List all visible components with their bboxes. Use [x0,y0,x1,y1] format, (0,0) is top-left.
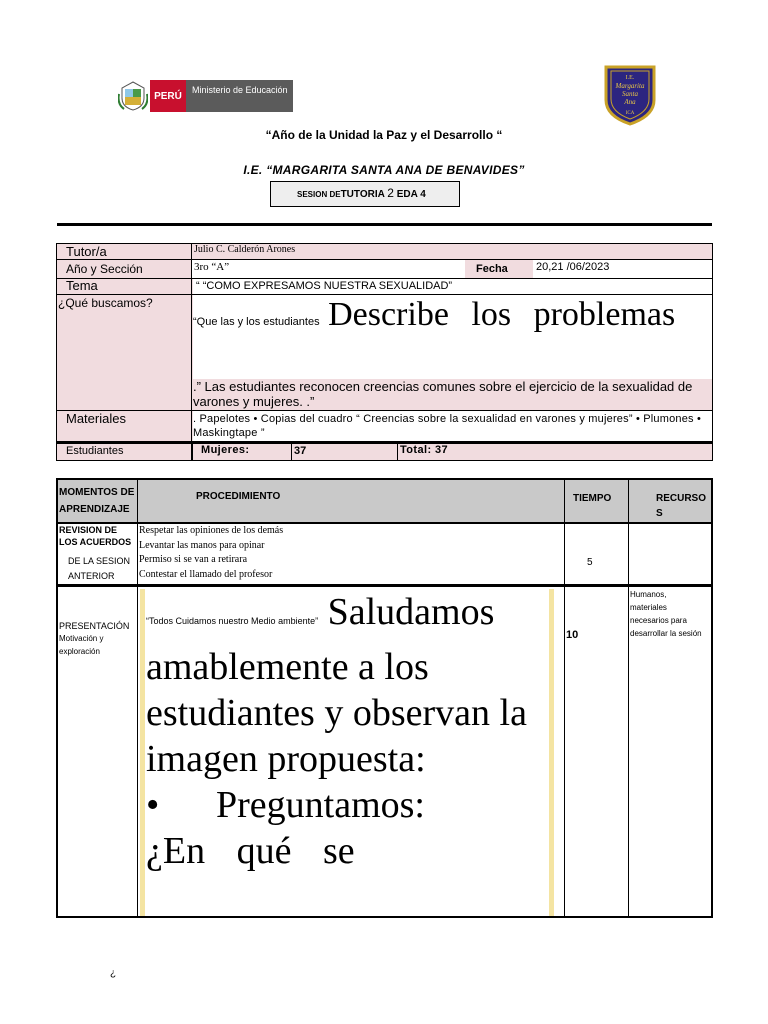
row2-bullet-line [146,782,550,828]
row1-time: 5 [587,557,593,568]
session-title-box [270,181,460,207]
grade-value-bg [192,260,465,278]
col-divider [397,443,398,460]
goal-rest: .” Las estudiantes reconocen creencias comunes sobre el ejercicio de la sexualidad de varones y mujeres. .” [193,379,693,409]
col-divider [192,443,193,460]
tutor-value: Julio C. Calderón Arones [194,244,296,255]
col-moments: MOMENTOS DE APRENDIZAJE [59,487,135,515]
col-divider [564,480,565,916]
col-divider [291,443,292,460]
session-label: TUTORIA [340,189,385,200]
row-divider [58,584,711,587]
date-value: 20,21 /06/2023 [536,261,610,273]
row2-moment-title: PRESENTACIÓN [59,621,130,631]
col-divider [137,480,138,916]
peru-coat-of-arms-icon [118,80,148,112]
school-name: I.E. “MARGARITA SANTA ANA DE BENAVIDES” [243,163,525,177]
row1-items [139,524,559,582]
svg-text:Santa: Santa [622,90,638,98]
row2-time: 10 [566,629,579,641]
women-value: 37 [294,445,307,457]
svg-text:I.E.: I.E. [625,75,635,81]
list-item: Permiso si se van a retirara [139,554,248,565]
total-value: Total: 37 [400,444,449,456]
footer-mark: ¿ [110,968,117,979]
row2-resources: Humanos, materiales necesarios para desarrollar la sesión [630,590,702,638]
row1-moment-2: DE LA SESION ANTERIOR [68,556,131,581]
peru-label: PERÚ [150,80,186,112]
procedure-header-bg [58,480,711,522]
header-divider [57,223,712,226]
topic-label: Tema [66,278,98,293]
date-label: Fecha [476,263,508,275]
svg-text:ICA: ICA [625,111,635,116]
list-item: Contestar el llamado del profesor [139,568,273,580]
col-resources: RECURSOS [656,493,707,519]
row2-big: Saludamos amablemente a los estudiantes y observan la imagen propuesta: [146,591,527,780]
women-label: Mujeres: [201,444,250,456]
goal-big: Describe los problemas [328,296,676,333]
session-prefix: SESION DE [297,190,341,199]
topic-value: “ “COMO EXPRESAMOS NUESTRA SEXUALIDAD” [196,280,453,292]
svg-text:Margarita: Margarita [615,82,645,90]
row2-small: “Todos Cuidamos nuestro Medio ambiente” [146,616,319,626]
row2-content [146,589,550,916]
col-divider [628,480,629,916]
goal-text [193,296,708,341]
goal-label: ¿Qué buscamos? [58,296,153,310]
tutor-label: Tutor/a [66,244,107,259]
list-item: Levantar las manos para opinar [139,539,265,551]
row2-bullet: Preguntamos: [216,784,425,826]
row-divider [57,441,712,444]
bullet-icon: • [146,784,160,826]
students-label: Estudiantes [66,445,124,457]
ministry-label: Ministerio de Educación [186,80,293,112]
materials-label: Materiales [66,411,126,426]
materials-value: . Papelotes • Copias del cuadro “ Creencias sobre la sexualidad en varones y mujeres” • Plumones • Maskingtape ” [193,413,702,439]
row2-moment-sub: Motivación y exploración [59,634,104,656]
row1-moment-1: REVISION DE LOS ACUERDOS [59,525,132,547]
year-motto: “Año de la Unidad la Paz y el Desarrollo “ [265,128,503,142]
info-label-column [57,244,192,460]
col-procedure: PROCEDIMIENTO [196,491,281,502]
grade-label: Año y Sección [66,262,143,276]
svg-text:Ana: Ana [624,98,636,106]
goal-prefix: “Que las y los estudiantes [193,316,320,328]
grade-value: 3ro “A” [194,261,230,273]
school-shield-logo [603,64,657,126]
session-suffix: EDA 4 [396,189,426,200]
list-item: Respetar las opiniones de los demás [139,525,284,536]
session-number: 2 [387,186,394,200]
row2-question: ¿En qué se [146,830,355,872]
col-time: TIEMPO [573,493,612,504]
